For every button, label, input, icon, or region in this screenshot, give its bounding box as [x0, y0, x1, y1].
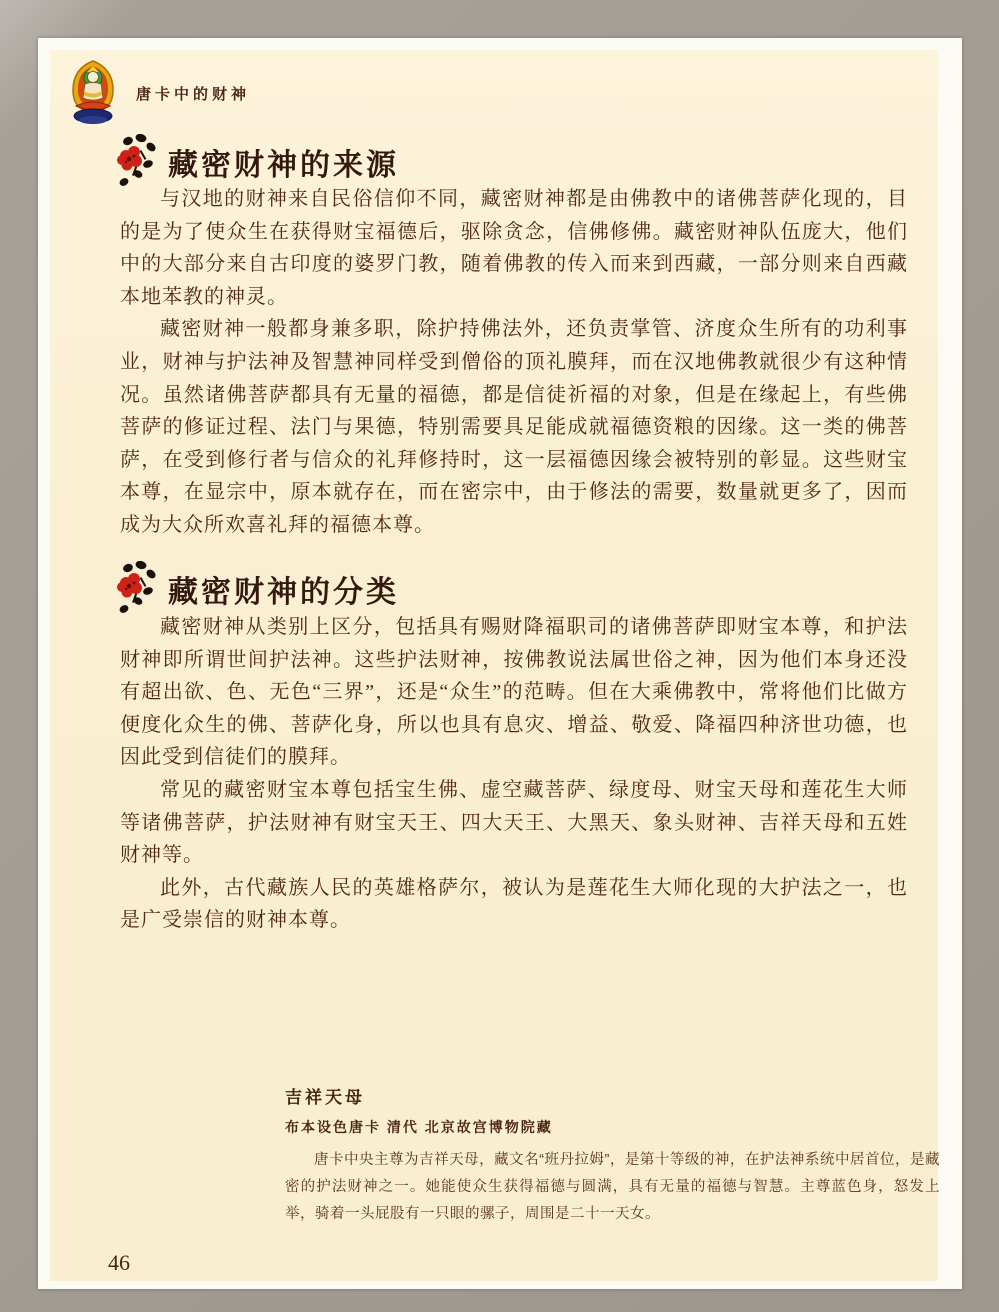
caption-title: 吉祥天母: [285, 1088, 365, 1107]
paragraph: 藏密财神从类别上区分，包括具有赐财降福职司的诸佛菩萨即财宝本尊，和护法财神即所谓世间护法神。这些护法财神，按佛教说法属世俗之神，因为他们本身还没有超出欲、色、无色“三界”，还是“众生”的范畴。但在大乘佛教中，常将他们比做方便度化众生的佛、菩萨化身，所以也具有息灾、增益、敬爱、降福四种济世功德，也因此受到信徒们的膜拜。: [120, 616, 908, 769]
section-2-text: [120, 611, 908, 937]
section-2-heading: 藏密财神的分类: [168, 576, 399, 609]
page-header: [66, 58, 250, 128]
caption-body: 唐卡中央主尊为吉祥天母，藏文名“班丹拉姆”，是第十等级的神，在护法神系统中居首位，是藏密的护法财神之一。她能使众生获得福德与圆满，具有无量的福德与智慧。主尊蓝色身，怒发上举，骑着一头屁股有一只眼的骡子，周围是二十一天女。: [285, 1152, 940, 1222]
section-1-text: [120, 183, 908, 542]
paragraph: 常见的藏密财宝本尊包括宝生佛、虚空藏菩萨、绿度母、财宝天母和莲花生大师等诸佛菩萨，护法财神有财宝天王、四大天王、大黑天、象头财神、吉祥天母和五姓财神等。: [120, 778, 908, 867]
flower-icon: [114, 134, 160, 190]
book-page: [50, 50, 938, 1281]
paragraph: 藏密财神一般都身兼多职，除护持佛法外，还负责掌管、济度众生所有的功利事业，财神与护法神及智慧神同样受到僧俗的顶礼膜拜，而在汉地佛教就很少有这种情况。虽然诸佛菩萨都具有无量的福德，都是信徒祈福的对象，但是在缘起上，有些佛菩萨的修证过程、法门与果德，特别需要具足能成就福德资粮的因缘。这一类的佛菩萨，在受到修行者与信众的礼拜修持时，这一层福德因缘会被特别的彰显。这些财宝本尊，在显宗中，原本就存在，而在密宗中，由于修法的需要，数量就更多了，因而成为大众所欢喜礼拜的福德本尊。: [120, 318, 908, 536]
section-1-heading: 藏密财神的来源: [168, 149, 399, 182]
book-title: 唐卡中的财神: [136, 85, 251, 103]
section-heading-row: [114, 134, 399, 190]
paragraph: 此外，古代藏族人民的英雄格萨尔，被认为是莲花生大师化现的大护法之一，也是广受崇信的财神本尊。: [120, 876, 908, 932]
artwork-caption: [285, 1083, 940, 1228]
section-heading-row: [114, 561, 399, 617]
page-number: 46: [108, 1250, 130, 1275]
flower-icon: [114, 561, 160, 617]
paragraph: 与汉地的财神来自民俗信仰不同，藏密财神都是由佛教中的诸佛菩萨化现的，目的是为了使众生在获得财宝福德后，驱除贪念，信佛修佛。藏密财神队伍庞大，他们中的大部分来自古印度的婆罗门教，随着佛教的传入而来到西藏，一部分则来自西藏本地苯教的神灵。: [120, 188, 908, 308]
caption-subtitle: 布本设色唐卡 清代 北京故宫博物院藏: [285, 1119, 553, 1135]
buddha-icon: [66, 60, 120, 126]
